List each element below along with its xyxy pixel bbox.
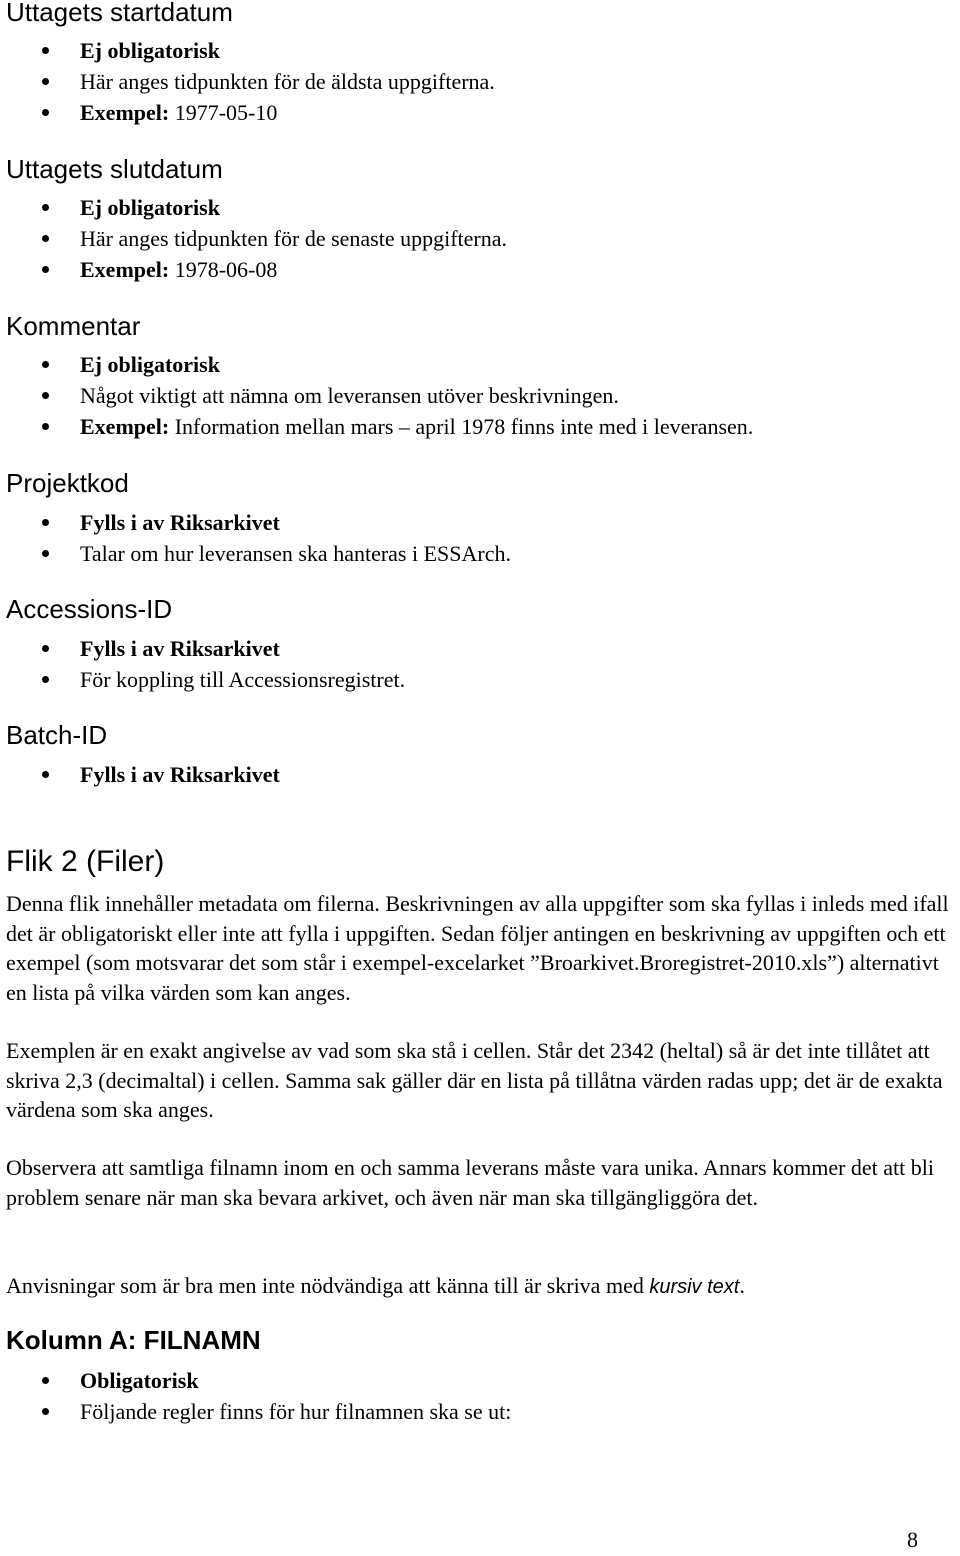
section-title-flik-2: Flik 2 (Filer) bbox=[6, 845, 165, 878]
list-item: Ej obligatorisk bbox=[0, 349, 753, 380]
section-title-kolumn-a: Kolumn A: FILNAMN bbox=[6, 1325, 261, 1355]
section-title-projektkod: Projektkod bbox=[6, 468, 129, 498]
bullet-icon bbox=[42, 47, 49, 54]
bullet-icon bbox=[42, 392, 49, 399]
page-number: 8 bbox=[907, 1527, 918, 1552]
bullet-icon bbox=[42, 109, 49, 116]
list-item: Talar om hur leveransen ska hanteras i ESSArch. bbox=[0, 538, 511, 569]
list-item: Exempel: 1977-05-10 bbox=[0, 97, 495, 128]
list-item: Exempel: Information mellan mars – april 1978 finns inte med i leveransen. bbox=[0, 411, 753, 442]
list-item: Något viktigt att nämna om leveransen utöver beskrivningen. bbox=[0, 380, 753, 411]
list-item: Här anges tidpunkten för de äldsta uppgifterna. bbox=[0, 66, 495, 97]
list-item: Fylls i av Riksarkivet bbox=[0, 759, 280, 790]
list-item: Fylls i av Riksarkivet bbox=[0, 507, 511, 538]
paragraph-filnamn-unika: Observera att samtliga filnamn inom en och samma leverans måste vara unika. Annars kommer det att bli problem senare när man ska bevara arkivet, och även när man ska tillgängliggöra det. bbox=[6, 1155, 934, 1210]
paragraph-anvisningar: Anvisningar som är bra men inte nödvändiga att känna till är skriva med kursiv text. bbox=[6, 1273, 745, 1298]
list-startdatum bbox=[0, 35, 495, 128]
bullet-icon bbox=[42, 204, 49, 211]
list-item: Ej obligatorisk bbox=[0, 192, 507, 223]
bullet-icon bbox=[42, 550, 49, 557]
list-kommentar bbox=[0, 349, 753, 442]
list-accessions-id bbox=[0, 633, 405, 695]
bullet-icon bbox=[42, 235, 49, 242]
section-title-startdatum: Uttagets startdatum bbox=[6, 0, 233, 27]
section-title-slutdatum: Uttagets slutdatum bbox=[6, 154, 223, 184]
bullet-icon bbox=[42, 645, 49, 652]
list-item: Följande regler finns för hur filnamnen ska se ut: bbox=[0, 1396, 511, 1427]
list-item: För koppling till Accessionsregistret. bbox=[0, 664, 405, 695]
section-title-batch-id: Batch-ID bbox=[6, 720, 108, 750]
bullet-icon bbox=[42, 78, 49, 85]
bullet-icon bbox=[42, 266, 49, 273]
list-slutdatum bbox=[0, 192, 507, 285]
list-item: Ej obligatorisk bbox=[0, 35, 495, 66]
section-title-kommentar: Kommentar bbox=[6, 311, 141, 341]
italic-example-text: kursiv text bbox=[649, 1276, 740, 1298]
paragraph-exempel: Exemplen är en exakt angivelse av vad som ska stå i cellen. Står det 2342 (heltal) så är det inte tillåtet att skriva 2,3 (decimaltal) i cellen. Samma sak gäller där en lista på tillåtna värden radas upp; det är de exakta värdena som ska anges. bbox=[6, 1038, 943, 1122]
bullet-icon bbox=[42, 676, 49, 683]
list-item: Obligatorisk bbox=[0, 1365, 511, 1396]
paragraph-flik-intro: Denna flik innehåller metadata om filerna. Beskrivningen av alla uppgifter som ska fyllas i inleds med ifall det är obligatoriskt eller inte att fylla i uppgiften. Sedan följer antingen en beskrivning av uppgiften och ett exempel (som motsvarar det som står i exempel-excelarket ”Broarkivet.Broregistret-2010.xls”) alternativt en lista på vilka värden som kan anges. bbox=[6, 891, 949, 1005]
list-batch-id bbox=[0, 759, 280, 790]
section-title-accessions-id: Accessions-ID bbox=[6, 594, 173, 624]
bullet-icon bbox=[42, 361, 49, 368]
bullet-icon bbox=[42, 423, 49, 430]
list-projektkod bbox=[0, 507, 511, 569]
list-item: Här anges tidpunkten för de senaste uppgifterna. bbox=[0, 223, 507, 254]
bullet-icon bbox=[42, 519, 49, 526]
bullet-icon bbox=[42, 1408, 49, 1415]
list-kolumn-a bbox=[0, 1365, 511, 1427]
bullet-icon bbox=[42, 771, 49, 778]
list-item: Exempel: 1978-06-08 bbox=[0, 254, 507, 285]
bullet-icon bbox=[42, 1377, 49, 1384]
list-item: Fylls i av Riksarkivet bbox=[0, 633, 405, 664]
